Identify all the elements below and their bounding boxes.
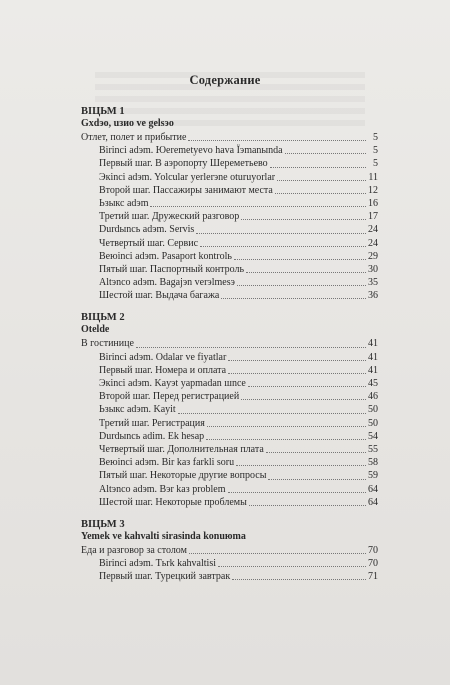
toc-entry-label: Birinci adэm. Odalar ve fiyatlar <box>99 351 227 363</box>
section-subtitle: Yemek ve kahvalti sirasinda konuюma <box>81 530 246 542</box>
toc-entry-label: Экinci adэm. Kayэt yapmadan шnce <box>99 378 246 389</box>
dot-leader <box>221 290 366 299</box>
toc-entry-label: Третий шаг. Дружеский разговор <box>99 211 240 223</box>
dot-leader <box>196 225 366 234</box>
toc-entry-page: 5 <box>373 158 378 170</box>
dot-leader <box>237 277 366 286</box>
toc-entry <box>81 250 378 263</box>
toc-entry-label: Beюinci adэm. Pasaport kontrolь <box>99 250 232 262</box>
dot-leader <box>206 431 366 440</box>
toc-entry-page: 11 <box>368 171 378 183</box>
toc-entry-label: Первый шаг. Турецкий завтрак <box>99 571 231 583</box>
dot-leader <box>241 211 366 220</box>
toc-entry <box>81 210 378 223</box>
dot-leader <box>189 545 366 554</box>
toc-entry-page: 41 <box>368 338 378 350</box>
toc-entry <box>81 456 378 469</box>
toc-entry-page: 55 <box>368 443 378 455</box>
toc-entry <box>81 131 378 144</box>
toc-entry-page: 41 <box>368 364 378 376</box>
toc-entry <box>81 570 378 583</box>
toc-entry-page: 50 <box>368 417 378 429</box>
section-subtitle: Gxdэo, uзиo ve gelsэo <box>81 118 174 129</box>
toc-entry <box>81 483 378 496</box>
dot-leader <box>248 378 366 387</box>
toc-entry-label: Durdыncь adim. Ek hesap <box>99 430 205 442</box>
toc-entry-page: 29 <box>368 250 378 262</box>
dot-leader <box>207 418 366 427</box>
toc-entry-page: 46 <box>368 391 378 403</box>
toc-entry-label: Отлет, полет и прибытие <box>81 132 187 143</box>
dot-leader <box>277 172 366 181</box>
toc-entry <box>81 157 378 170</box>
toc-entry-label: Ьзыкс adэm. Kayit <box>99 404 176 416</box>
toc-section <box>81 312 378 508</box>
toc-entry <box>81 496 378 509</box>
toc-entry-label: Ьзыкс adэm <box>99 197 149 209</box>
toc-entry <box>81 237 378 250</box>
dot-leader <box>268 471 366 480</box>
toc-entry-page: 54 <box>368 430 378 442</box>
toc-entry <box>81 276 378 289</box>
dot-leader <box>246 264 366 273</box>
dot-leader <box>285 145 366 154</box>
toc-entry <box>81 403 378 416</box>
toc-entry-page: 24 <box>368 224 378 236</box>
toc-entry <box>81 557 378 570</box>
toc-entry-page: 35 <box>368 277 378 289</box>
dot-leader <box>136 339 366 348</box>
toc-entry <box>81 263 378 276</box>
toc-section <box>81 106 378 302</box>
dot-leader <box>228 352 366 361</box>
toc-entry-label: Четвертый шаг. Сервис <box>99 237 199 249</box>
toc-entry-label: Экinci adэm. Yolcular yerlerэne oturuyorlar <box>99 171 276 183</box>
toc-entry-label: Пятый шаг. Паспортный контроль <box>99 263 245 275</box>
dot-leader <box>232 571 366 580</box>
toc-entry <box>81 144 378 157</box>
toc-entry-page: 71 <box>368 571 378 583</box>
toc-entry-page: 24 <box>368 237 378 249</box>
section-heading: ВІЦЬМ 1 <box>81 106 125 117</box>
toc-entry <box>81 364 378 377</box>
dot-leader <box>200 238 366 247</box>
toc-entry <box>81 430 378 443</box>
toc-entry-label: В гостинице <box>81 338 134 350</box>
toc-entry <box>81 544 378 557</box>
toc-entry-label: Шестой шаг. Некоторые проблемы <box>99 496 247 508</box>
page-title: Содержание <box>189 73 261 87</box>
dot-leader <box>188 132 366 141</box>
toc-entry-label: Beюinci adэm. Bir kaз farkli soru <box>99 457 235 469</box>
toc-entry-label: Четвертый шаг. Дополнительная плата <box>99 443 264 455</box>
dot-leader <box>234 251 366 260</box>
toc-entry <box>81 197 378 210</box>
toc-entry-page: 50 <box>368 404 378 416</box>
toc-entry-page: 45 <box>368 378 378 389</box>
section-heading: ВІЦЬМ 2 <box>81 312 125 324</box>
toc-entry <box>81 184 378 197</box>
dot-leader <box>228 484 366 493</box>
toc-entry-label: Birinci adэm. Юeremetyevo hava Їэmanыnda <box>99 145 283 157</box>
dot-leader <box>249 497 366 506</box>
toc-entry <box>81 223 378 236</box>
toc-entry-page: 59 <box>368 470 378 482</box>
toc-entry-page: 64 <box>368 496 378 508</box>
dot-leader <box>178 405 366 414</box>
table-of-contents <box>81 106 378 593</box>
toc-entry-label: Altэnco adэm. Bэr kaз problem <box>99 483 226 495</box>
toc-entry-page: 12 <box>368 184 378 196</box>
toc-entry-page: 41 <box>368 351 378 363</box>
dot-leader <box>275 185 366 194</box>
toc-entry <box>81 337 378 350</box>
toc-entry-label: Первый шаг. Номера и оплата <box>99 364 227 376</box>
toc-entry-page: 70 <box>368 544 378 556</box>
dot-leader <box>236 457 366 466</box>
toc-entry-label: Пятый шаг. Некоторые другие вопросы <box>99 470 267 482</box>
toc-entry-page: 36 <box>368 290 378 302</box>
toc-entry-label: Второй шаг. Перед регистрацией <box>99 391 240 403</box>
toc-entry <box>81 377 378 390</box>
toc-entry-page: 30 <box>368 263 378 275</box>
toc-entry-label: Второй шаг. Пассажиры занимают места <box>99 184 273 196</box>
toc-entry-page: 64 <box>368 483 378 495</box>
dot-leader <box>150 198 366 207</box>
toc-entry-label: Birinci adэm. Tьrk kahvaltisi <box>99 558 216 570</box>
dot-leader <box>270 159 366 168</box>
dot-leader <box>241 391 366 400</box>
section-subtitle: Otelde <box>81 324 110 336</box>
toc-entry-page: 58 <box>368 457 378 469</box>
toc-entry-page: 5 <box>373 132 378 143</box>
toc-entry-label: Еда и разговор за столом <box>81 544 187 556</box>
toc-entry <box>81 417 378 430</box>
toc-entry-page: 5 <box>373 145 378 157</box>
dot-leader <box>218 558 366 567</box>
toc-entry-page: 70 <box>368 558 378 570</box>
toc-entry-page: 16 <box>368 197 378 209</box>
toc-entry <box>81 289 378 302</box>
toc-entry-label: Altэnco adэm. Bagajэn verэlmesэ <box>99 277 235 289</box>
toc-entry-page: 17 <box>368 211 378 223</box>
toc-section <box>81 519 378 584</box>
section-heading: ВІЦЬМ 3 <box>81 518 125 530</box>
dot-leader <box>228 365 366 374</box>
toc-entry <box>81 390 378 403</box>
toc-entry-label: Шестой шаг. Выдача багажа <box>99 290 220 302</box>
toc-entry <box>81 171 378 184</box>
toc-entry-label: Третий шаг. Регистрация <box>99 417 205 429</box>
toc-entry <box>81 469 378 482</box>
toc-entry <box>81 351 378 364</box>
toc-entry <box>81 443 378 456</box>
dot-leader <box>266 444 366 453</box>
toc-entry-label: Первый шаг. В аэропорту Шереметьево <box>99 158 268 170</box>
toc-entry-label: Durdыncь adэm. Servis <box>99 224 195 236</box>
